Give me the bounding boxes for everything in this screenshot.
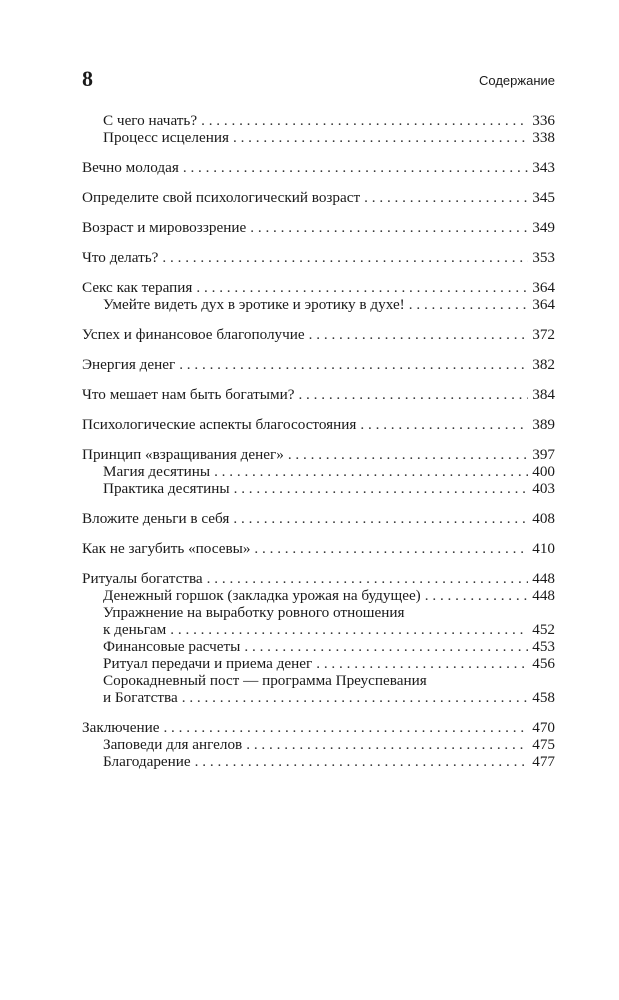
- toc-group: [82, 159, 555, 176]
- toc-entry-title: Как не загубить «посевы»: [82, 540, 251, 557]
- toc-entry-page: 364: [532, 296, 555, 313]
- toc-entry[interactable]: [82, 159, 555, 176]
- toc-entry-page: 372: [532, 326, 555, 343]
- toc-group: [82, 540, 555, 557]
- toc-group: [82, 112, 555, 146]
- toc-group: [82, 326, 555, 343]
- dot-leader: [183, 159, 528, 176]
- toc-entry[interactable]: [82, 719, 555, 736]
- toc-entry-page: 456: [532, 655, 555, 672]
- toc-entry-page: 397: [532, 446, 555, 463]
- toc-subentry[interactable]: [82, 480, 555, 497]
- dot-leader: [309, 326, 529, 343]
- toc-subentry[interactable]: [82, 296, 555, 313]
- dot-leader: [233, 129, 528, 146]
- toc-entry-title: Принцип «взращивания денег»: [82, 446, 284, 463]
- dot-leader: [288, 446, 528, 463]
- toc-entry-page: 458: [532, 689, 555, 706]
- toc-entry-title: Финансовые расчеты: [103, 638, 241, 655]
- toc-entry-page: 403: [532, 480, 555, 497]
- toc-entry-title: Определите свой психологический возраст: [82, 189, 361, 206]
- toc-subentry[interactable]: [82, 463, 555, 480]
- dot-leader: [201, 112, 528, 129]
- toc-group: [82, 446, 555, 497]
- toc-entry-page: 345: [532, 189, 555, 206]
- dot-leader: [298, 386, 528, 403]
- page-number: 8: [82, 66, 93, 91]
- toc-group: [82, 570, 555, 706]
- toc-subentry[interactable]: [82, 655, 555, 672]
- toc-group: [82, 386, 555, 403]
- dot-leader: [162, 249, 528, 266]
- dot-leader: [234, 480, 529, 497]
- toc-entry-title: Процесс исцеления: [103, 129, 229, 146]
- dot-leader: [409, 296, 528, 313]
- toc-entry-page: 353: [532, 249, 555, 266]
- toc-entry-page: 382: [532, 356, 555, 373]
- toc-entry[interactable]: [82, 446, 555, 463]
- toc-subentry[interactable]: [82, 129, 555, 146]
- toc-group: [82, 416, 555, 433]
- toc-entry-title-line: Сорокадневный пост — программа Преуспевания: [103, 672, 427, 689]
- toc-group: [82, 279, 555, 313]
- toc-entry-title: Заключение: [82, 719, 160, 736]
- toc-entry-title: и Богатства: [103, 689, 178, 706]
- toc-entry-page: 410: [532, 540, 555, 557]
- toc-entry-page: 475: [532, 736, 555, 753]
- toc-subentry[interactable]: [82, 736, 555, 753]
- toc-entry-page: 477: [532, 753, 555, 770]
- toc-entry-title: Вечно молодая: [82, 159, 179, 176]
- toc-entry-page: 448: [532, 570, 555, 587]
- dot-leader: [364, 189, 528, 206]
- toc-entry-page: 452: [532, 621, 555, 638]
- toc-entry-page: 364: [532, 279, 555, 296]
- toc-entry-title: Секс как терапия: [82, 279, 193, 296]
- dot-leader: [170, 621, 528, 638]
- toc-entry-page: 408: [532, 510, 555, 527]
- toc-entry-title: С чего начать?: [103, 112, 198, 129]
- toc-entry-title: Что делать?: [82, 249, 159, 266]
- toc-entry-page: 453: [532, 638, 555, 655]
- dot-leader: [246, 736, 528, 753]
- dot-leader: [233, 510, 528, 527]
- toc-entry-title: Заповеди для ангелов: [103, 736, 243, 753]
- toc-entry-title: Ритуалы богатства: [82, 570, 203, 587]
- toc-group: [82, 189, 555, 206]
- toc-entry-title: к деньгам: [103, 621, 167, 638]
- toc-entry-title: Психологические аспекты благосостояния: [82, 416, 357, 433]
- toc-group: [82, 219, 555, 236]
- toc-entry[interactable]: [82, 279, 555, 296]
- toc-entry-page: 470: [532, 719, 555, 736]
- toc-subentry[interactable]: [82, 112, 555, 129]
- table-of-contents: [82, 112, 555, 783]
- dot-leader: [163, 719, 528, 736]
- toc-entry-title: Энергия денег: [82, 356, 176, 373]
- toc-entry[interactable]: [82, 386, 555, 403]
- toc-entry[interactable]: [82, 510, 555, 527]
- dot-leader: [207, 570, 529, 587]
- toc-entry-page: 336: [532, 112, 555, 129]
- dot-leader: [360, 416, 528, 433]
- dot-leader: [250, 219, 528, 236]
- toc-entry[interactable]: [82, 326, 555, 343]
- toc-subentry[interactable]: [82, 587, 555, 604]
- toc-group: [82, 719, 555, 770]
- toc-entry[interactable]: [82, 570, 555, 587]
- toc-entry-page: 349: [532, 219, 555, 236]
- toc-entry[interactable]: [82, 540, 555, 557]
- toc-entry-page: 338: [532, 129, 555, 146]
- toc-entry[interactable]: [82, 219, 555, 236]
- dot-leader: [425, 587, 528, 604]
- toc-entry-title: Практика десятины: [103, 480, 230, 497]
- toc-entry-page: 384: [532, 386, 555, 403]
- dot-leader: [196, 279, 528, 296]
- toc-group: [82, 249, 555, 266]
- toc-entry[interactable]: [82, 356, 555, 373]
- toc-entry-page: 389: [532, 416, 555, 433]
- running-title: Содержание: [479, 73, 555, 88]
- toc-entry-title-line: Упражнение на выработку ровного отношения: [103, 604, 405, 621]
- toc-entry-title: Магия десятины: [103, 463, 211, 480]
- toc-entry-title: Успех и финансовое благополучие: [82, 326, 305, 343]
- dot-leader: [254, 540, 528, 557]
- toc-entry-title: Умейте видеть дух в эротике и эротику в духе!: [103, 296, 405, 313]
- toc-entry[interactable]: [82, 416, 555, 433]
- toc-entry-title: Ритуал передачи и приема денег: [103, 655, 313, 672]
- dot-leader: [244, 638, 528, 655]
- toc-group: [82, 510, 555, 527]
- toc-entry-title: Денежный горшок (закладка урожая на будущее): [103, 587, 421, 604]
- toc-subentry[interactable]: [82, 753, 555, 770]
- toc-entry-title: Вложите деньги в себя: [82, 510, 230, 527]
- dot-leader: [316, 655, 528, 672]
- dot-leader: [179, 356, 528, 373]
- toc-group: [82, 356, 555, 373]
- toc-subentry[interactable]: [82, 638, 555, 655]
- toc-entry-page: 448: [532, 587, 555, 604]
- toc-subentry[interactable]: [82, 689, 555, 706]
- toc-entry-title: Что мешает нам быть богатыми?: [82, 386, 295, 403]
- dot-leader: [195, 753, 529, 770]
- toc-entry-title: Благодарение: [103, 753, 191, 770]
- dot-leader: [214, 463, 528, 480]
- dot-leader: [182, 689, 528, 706]
- toc-entry-page: 400: [532, 463, 555, 480]
- toc-entry-title: Возраст и мировоззрение: [82, 219, 247, 236]
- toc-entry-page: 343: [532, 159, 555, 176]
- toc-entry[interactable]: [82, 189, 555, 206]
- toc-entry[interactable]: [82, 249, 555, 266]
- toc-subentry[interactable]: [82, 621, 555, 638]
